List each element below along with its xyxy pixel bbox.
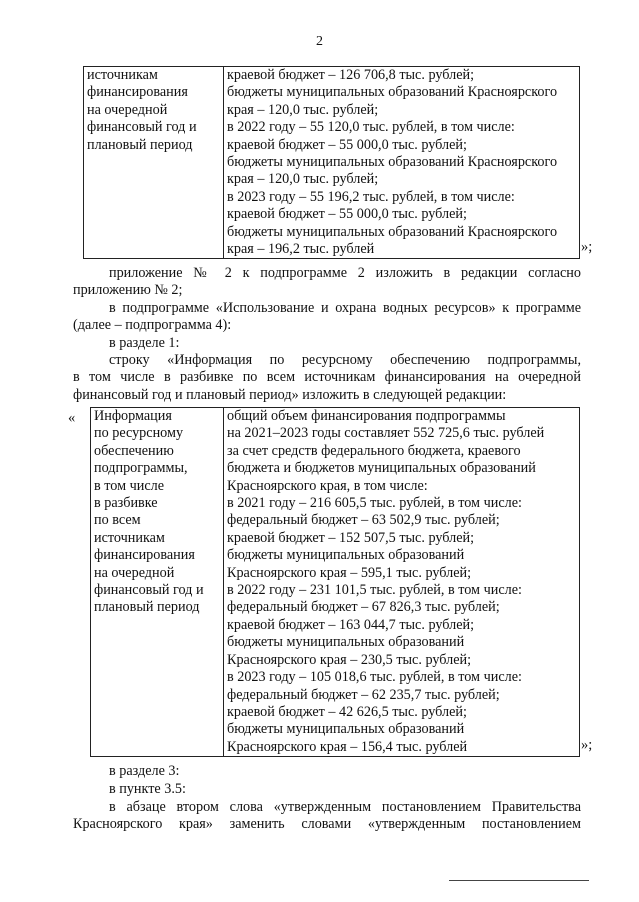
- paragraph-subprogram-4: [73, 300, 581, 335]
- footer-rule: [449, 880, 589, 881]
- table2-right-line: в 2021 году – 216 605,5 тыс. рублей, в том числе:: [227, 495, 522, 512]
- table2-right-line: бюджеты муниципальных образований: [227, 547, 465, 564]
- table2-right-line: Красноярского края – 595,1 тыс. рублей;: [227, 564, 472, 581]
- table2-right-line: бюджета и бюджетов муниципальных образований: [227, 460, 536, 477]
- paragraph-line: (далее – подпрограмма 4):: [73, 317, 232, 334]
- paragraph-line: в подпрограмме «Использование и охрана водных ресурсов» к программе: [109, 300, 581, 316]
- table2-left-line: обеспечению: [94, 442, 174, 459]
- table1-left-cell: [84, 67, 224, 259]
- table1-right-line: в 2022 году – 55 120,0 тыс. рублей, в том числе:: [227, 119, 515, 136]
- table1-left-line: источникам: [87, 67, 158, 83]
- resource-table-new: [90, 407, 580, 757]
- table2-right-line: краевой бюджет – 42 626,5 тыс. рублей;: [227, 703, 467, 720]
- table1-right-line: в 2023 году – 55 196,2 тыс. рублей, в том числе:: [227, 188, 515, 205]
- table2-left-line: плановый период: [94, 599, 200, 616]
- table2-right-line: бюджеты муниципальных образований: [227, 634, 465, 651]
- table2-right-cell: [224, 408, 580, 757]
- table1-right-line: бюджеты муниципальных образований Красноярского: [227, 223, 558, 240]
- paragraph-line: финансовый год и плановый период» изложить в следующей редакции:: [73, 386, 507, 403]
- table2-right-line: Красноярского края, в том числе:: [227, 477, 428, 494]
- paragraph-line: в том числе в разбивке по всем источникам финансирования на очередной: [73, 369, 581, 386]
- table1-right-line: бюджеты муниципальных образований Красноярского: [227, 84, 558, 101]
- table1-right-line: краевой бюджет – 55 000,0 тыс. рублей;: [227, 136, 467, 153]
- paragraph-line: приложение № 2 к подпрограмме 2 изложить в редакции согласно: [109, 265, 581, 281]
- table2-left-line: в разбивке: [94, 495, 158, 512]
- table1-left-line: на очередной: [87, 101, 168, 118]
- table1-right-line: края – 196,2 тыс. рублей: [227, 241, 375, 258]
- paragraph-line: Красноярского края» заменить словами «утвержденным постановлением: [73, 816, 581, 833]
- table1-right-line: края – 120,0 тыс. рублей;: [227, 101, 379, 118]
- table1-right-line: бюджеты муниципальных образований Красноярского: [227, 154, 558, 171]
- table2-right-line: краевой бюджет – 152 507,5 тыс. рублей;: [227, 529, 475, 546]
- resource-table-continuation: [83, 66, 580, 259]
- table2-left-line: по всем: [94, 512, 141, 529]
- table2-left-line: Информация: [94, 408, 172, 424]
- table1-right-line: края – 120,0 тыс. рублей;: [227, 171, 379, 188]
- table2-left-line: источникам: [94, 529, 165, 546]
- table2-left-line: финансовый год и: [94, 582, 204, 599]
- paragraph-line: строку «Информация по ресурсному обеспечению подпрограммы,: [109, 352, 581, 368]
- paragraph-section-3: в разделе 3:: [109, 763, 180, 779]
- table2-right-line: федеральный бюджет – 67 826,3 тыс. рублей;: [227, 599, 500, 616]
- table2-left-cell: [91, 408, 224, 757]
- table2-right-line: за счет средств федерального бюджета, краевого: [227, 442, 521, 459]
- table2-close-quote: »;: [581, 737, 593, 753]
- paragraph-line: в абзаце втором слова «утвержденным постановлением Правительства: [109, 799, 581, 815]
- paragraph-info-row: [73, 352, 581, 404]
- table2-right-line: федеральный бюджет – 63 502,9 тыс. рублей;: [227, 512, 500, 529]
- table2-right-line: краевой бюджет – 163 044,7 тыс. рублей;: [227, 616, 475, 633]
- table2-right-line: Красноярского края – 230,5 тыс. рублей;: [227, 651, 472, 668]
- table2-left-line: в том числе: [94, 477, 165, 494]
- table2-right-line: бюджеты муниципальных образований: [227, 721, 465, 738]
- table2-right-line: в 2023 году – 105 018,6 тыс. рублей, в том числе:: [227, 669, 522, 686]
- table1-close-quote: »;: [581, 239, 593, 255]
- page-number: 2: [316, 34, 323, 49]
- table1-right-line: краевой бюджет – 55 000,0 тыс. рублей;: [227, 206, 467, 223]
- paragraph-appendix-2: [73, 265, 581, 300]
- table1-left-line: финансирования: [87, 84, 188, 101]
- table2-left-line: по ресурсному: [94, 425, 184, 442]
- table2-right-line: федеральный бюджет – 62 235,7 тыс. рублей;: [227, 686, 500, 703]
- paragraph-item-3-5: в пункте 3.5:: [109, 781, 186, 797]
- table2-left-line: финансирования: [94, 547, 195, 564]
- table2-left-line: подпрограммы,: [94, 460, 188, 477]
- table2-right-line: в 2022 году – 231 101,5 тыс. рублей, в том числе:: [227, 582, 522, 599]
- table1-right-line: краевой бюджет – 126 706,8 тыс. рублей;: [227, 67, 475, 83]
- table2-left-line: на очередной: [94, 564, 175, 581]
- table1-left-line: плановый период: [87, 136, 193, 153]
- table1-left-line: финансовый год и: [87, 119, 197, 136]
- table2-right-line: общий объем финансирования подпрограммы: [227, 408, 506, 424]
- table1-right-cell: [224, 67, 580, 259]
- paragraph-abzats-2: [73, 799, 581, 834]
- table2-right-line: Красноярского края – 156,4 тыс. рублей: [227, 738, 468, 755]
- paragraph-section-1: в разделе 1:: [109, 335, 180, 351]
- table2-open-quote: «: [68, 410, 76, 426]
- table2-right-line: на 2021–2023 годы составляет 552 725,6 тыс. рублей: [227, 425, 545, 442]
- paragraph-line: приложению № 2;: [73, 282, 183, 299]
